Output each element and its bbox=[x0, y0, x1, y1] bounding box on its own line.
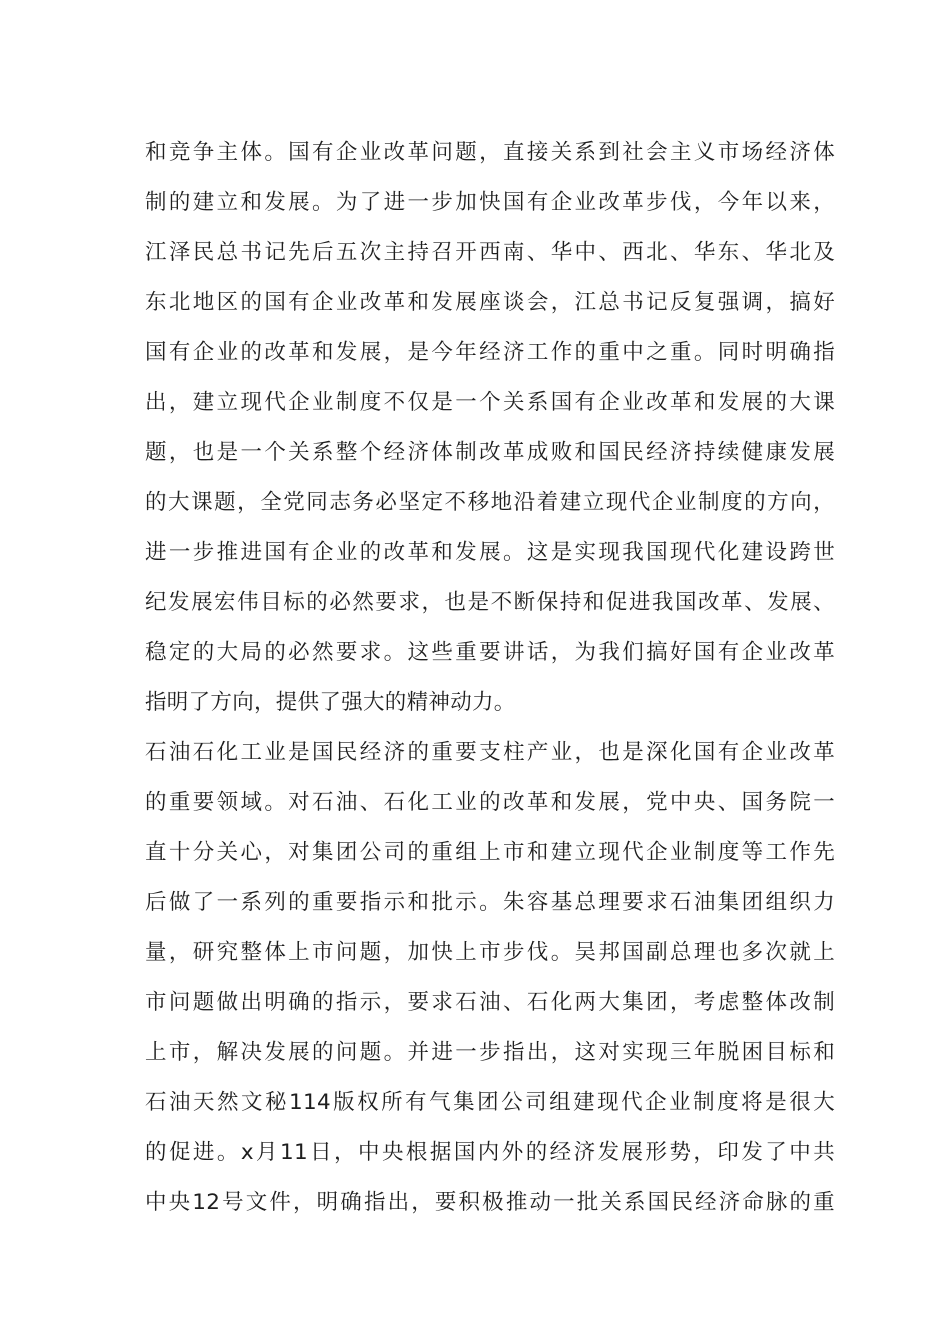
text-line: 上市，解决发展的问题。并进一步指出，这对实现三年脱困目标和 bbox=[145, 1040, 835, 1065]
text-line: 题，也是一个关系整个经济体制改革成败和国民经济持续健康发展 bbox=[145, 440, 835, 465]
text-line: 纪发展宏伟目标的必然要求，也是不断保持和促进我国改革、发展、 bbox=[145, 590, 835, 615]
text-line: 国有企业的改革和发展，是今年经济工作的重中之重。同时明确指 bbox=[145, 340, 835, 365]
text-line: 中央12号文件，明确指出，要积极推动一批关系国民经济命脉的重 bbox=[145, 1190, 835, 1215]
text-line: 出，建立现代企业制度不仅是一个关系国有企业改革和发展的大课 bbox=[145, 390, 835, 415]
text-line: 的大课题，全党同志务必坚定不移地沿着建立现代企业制度的方向， bbox=[145, 490, 835, 515]
text-line: 石油天然文秘114版权所有气集团公司组建现代企业制度将是很大 bbox=[145, 1090, 835, 1115]
text-line: 的重要领域。对石油、石化工业的改革和发展，党中央、国务院一 bbox=[145, 790, 835, 815]
text-line: 制的建立和发展。为了进一步加快国有企业改革步伐，今年以来， bbox=[145, 190, 835, 215]
text-line: 稳定的大局的必然要求。这些重要讲话，为我们搞好国有企业改革 bbox=[145, 640, 835, 665]
text-line: 后做了一系列的重要指示和批示。朱容基总理要求石油集团组织力 bbox=[145, 890, 835, 915]
text-line: 东北地区的国有企业改革和发展座谈会，江总书记反复强调，搞好 bbox=[145, 290, 835, 315]
text-line: 江泽民总书记先后五次主持召开西南、华中、西北、华东、华北及 bbox=[145, 240, 835, 265]
text-line: 的促进。x月11日，中央根据国内外的经济发展形势，印发了中共 bbox=[145, 1140, 835, 1165]
text-line: 市问题做出明确的指示，要求石油、石化两大集团，考虑整体改制 bbox=[145, 990, 835, 1015]
text-line: 石油石化工业是国民经济的重要支柱产业，也是深化国有企业改革 bbox=[145, 740, 835, 765]
text-line: 指明了方向，提供了强大的精神动力。 bbox=[145, 690, 516, 715]
text-line: 直十分关心，对集团公司的重组上市和建立现代企业制度等工作先 bbox=[145, 840, 835, 865]
text-line: 进一步推进国有企业的改革和发展。这是实现我国现代化建设跨世 bbox=[145, 540, 835, 565]
text-line: 和竞争主体。国有企业改革问题，直接关系到社会主义市场经济体 bbox=[145, 140, 835, 165]
text-line: 量，研究整体上市问题，加快上市步伐。吴邦国副总理也多次就上 bbox=[145, 940, 835, 965]
